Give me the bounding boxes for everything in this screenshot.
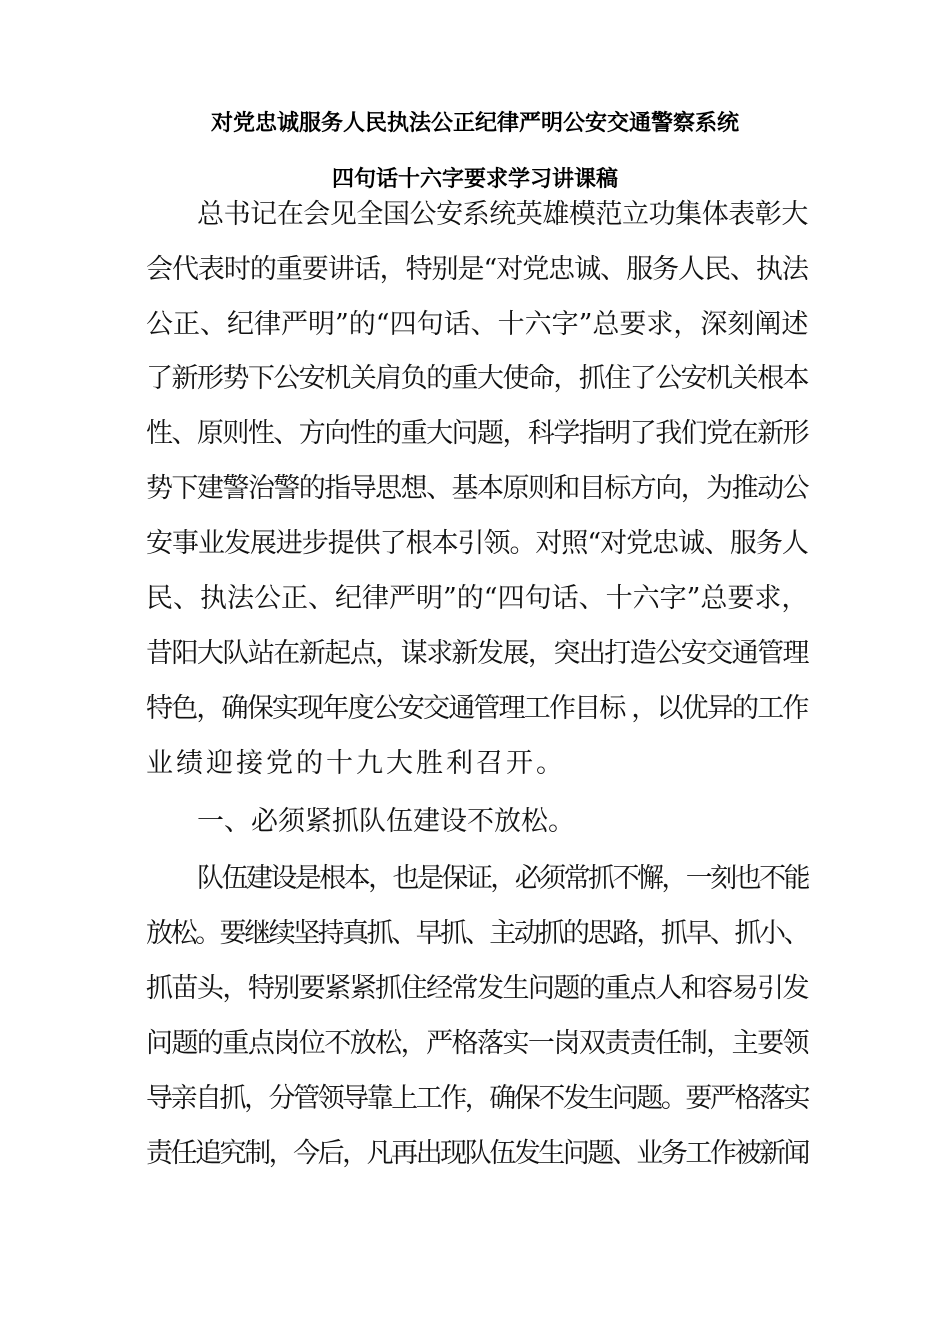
paragraph-2-line-5: 导亲自抓，分管领导靠上工作，确保不发生问题。要严格落实 xyxy=(146,1083,808,1114)
paragraph-1-line-4: 了新形势下公安机关肩负的重大使命，抓住了公安机关根本 xyxy=(146,363,808,394)
paragraph-1-line-9: 昔阳大队站在新起点，谋求新发展，突出打造公安交通管理 xyxy=(146,638,808,669)
document-title-line-1: 对党忠诚服务人民执法公正纪律严明公安交通警察系统 xyxy=(210,111,739,136)
paragraph-2-line-3: 抓苗头，特别要紧紧抓住经常发生问题的重点人和容易引发 xyxy=(146,973,808,1004)
paragraph-1-line-5: 性、原则性、方向性的重大问题，科学指明了我们党在新形 xyxy=(146,418,808,449)
paragraph-1-line-8: 民、执法公正、纪律严明”的“四句话、十六字”总要求， xyxy=(146,583,809,614)
paragraph-1-line-10: 特色，确保实现年度公安交通管理工作目标 ，以优异的工作 xyxy=(146,693,808,724)
section-heading-1: 一、必须紧抓队伍建设不放松。 xyxy=(197,806,575,837)
paragraph-2-line-6: 责任追究制，今后，凡再出现队伍发生问题、业务工作被新闻 xyxy=(146,1138,808,1169)
paragraph-1-line-7: 安事业发展进步提供了根本引领。对照“对党忠诚、服务人 xyxy=(146,528,808,559)
paragraph-1-line-1: 总书记在会见全国公安系统英雄模范立功集体表彰大 xyxy=(197,199,808,230)
paragraph-1-line-2: 会代表时的重要讲话，特别是“对党忠诚、服务人民、执法 xyxy=(146,254,808,285)
paragraph-2-line-2: 放松。要继续坚持真抓、早抓、主动抓的思路，抓早、抓小、 xyxy=(146,918,808,949)
paragraph-1-line-3: 公正、纪律严明”的“四句话、十六字”总要求，深刻阐述 xyxy=(146,309,809,340)
paragraph-2-line-4: 问题的重点岗位不放松，严格落实一岗双责责任制，主要领 xyxy=(146,1028,808,1059)
paragraph-2-line-1: 队伍建设是根本，也是保证，必须常抓不懈，一刻也不能 xyxy=(197,863,808,894)
paragraph-1-line-6: 势下建警治警的指导思想、基本原则和目标方向，为推动公 xyxy=(146,473,808,504)
document-title-line-2: 四句话十六字要求学习讲课稿 xyxy=(331,167,618,192)
paragraph-1-line-11: 业绩迎接党的十九大胜利召开。 xyxy=(146,748,566,779)
